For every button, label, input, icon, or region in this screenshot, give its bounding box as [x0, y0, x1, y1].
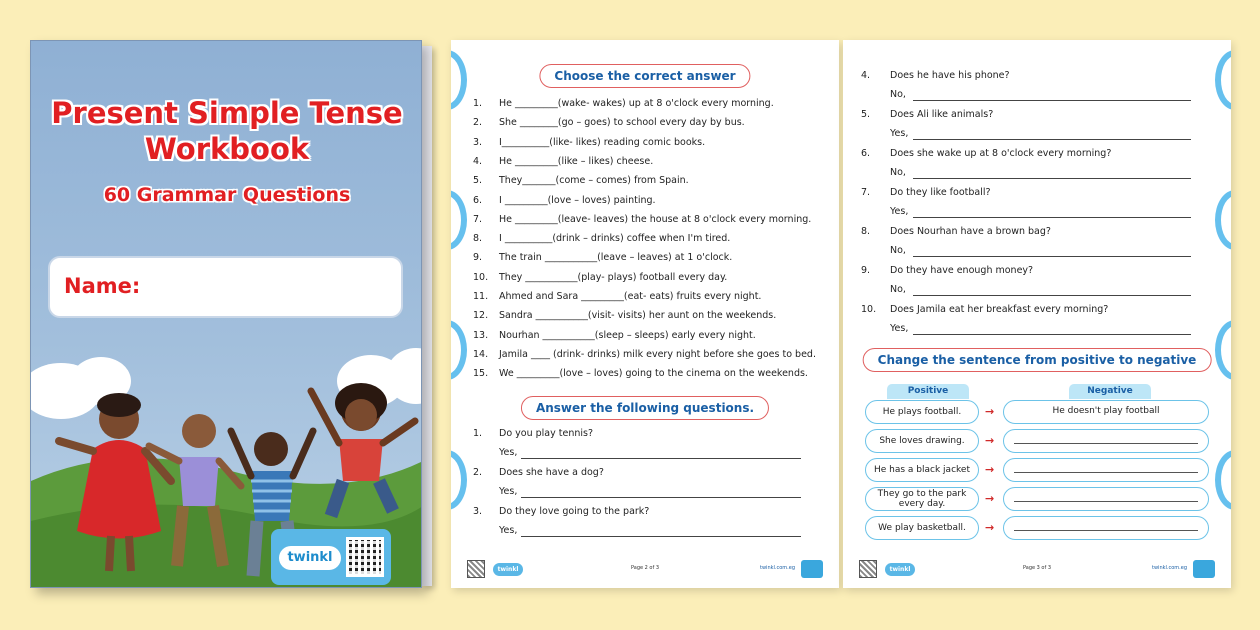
footer-site: twinkl.com.eg [1152, 565, 1187, 571]
answer-line[interactable] [913, 256, 1191, 257]
answer-prefix: Yes, [499, 486, 518, 497]
question-text: Do you play tennis? [499, 428, 593, 439]
question-text: He _________(leave- leaves) the house at 8 o'clock every morning. [499, 213, 812, 225]
question-text: He _________(like – likes) cheese. [499, 155, 654, 167]
footer-qr-icon [467, 560, 485, 578]
ring-icon [1215, 190, 1231, 250]
arrow-right-icon: → [985, 434, 995, 447]
item-number: 5. [473, 175, 483, 187]
question-text: Sandra ___________(visit- visits) her aunt on the weekends. [499, 310, 777, 322]
name-field[interactable] [48, 256, 403, 318]
ring-icon [1215, 50, 1231, 110]
negative-answer-box[interactable] [1003, 429, 1209, 453]
workbook-cover [30, 40, 422, 588]
answer-line[interactable] [1014, 501, 1198, 502]
question-text: The train ___________(leave – leaves) at 1 o'clock. [499, 252, 733, 264]
question-text: Does he have his phone? [890, 70, 1010, 81]
column-header-negative: Negative [1069, 384, 1151, 399]
item-number: 4. [473, 155, 483, 167]
answer-line[interactable] [1014, 530, 1198, 531]
page-footer [859, 560, 1215, 580]
ring-icon [451, 190, 467, 250]
item-number: 7. [861, 187, 871, 198]
cover-title-line1: Present Simple Tense [51, 96, 403, 130]
arrow-right-icon: → [985, 492, 995, 505]
item-number: 9. [861, 265, 871, 276]
cover-title-line2: Workbook [144, 132, 310, 166]
worksheet-page-2 [451, 40, 839, 588]
cover-subtitle: 60 Grammar Questions [103, 184, 351, 206]
item-number: 14. [473, 348, 489, 360]
question-text: He _________(wake- wakes) up at 8 o'clock every morning. [499, 98, 774, 109]
positive-sentence: She loves drawing. [865, 429, 979, 453]
section-heading-change: Change the sentence from positive to negative [863, 348, 1212, 372]
positive-sentence: We play basketball. [865, 516, 979, 540]
item-number: 10. [861, 304, 877, 315]
question-text: Do they have enough money? [890, 265, 1034, 276]
item-number: 2. [473, 117, 483, 129]
question-text: Do they like football? [890, 187, 991, 198]
item-number: 1. [473, 428, 483, 439]
question-text: Does she wake up at 8 o'clock every morning? [890, 148, 1112, 159]
footer-site: twinkl.com.eg [760, 565, 795, 571]
question-text: They_______(come – comes) from Spain. [499, 175, 689, 187]
item-number: 12. [473, 310, 489, 322]
negative-answer-box[interactable]: He doesn't play football [1003, 400, 1209, 424]
page-footer [467, 560, 823, 580]
answer-prefix: Yes, [499, 525, 518, 536]
answer-prefix: Yes, [890, 323, 909, 334]
positive-sentence: He has a black jacket [865, 458, 979, 482]
cover-title [31, 95, 422, 167]
answer-line[interactable] [913, 334, 1191, 335]
book-spine [422, 46, 432, 586]
answer-line[interactable] [521, 497, 801, 498]
name-label: Name: [64, 274, 141, 298]
item-number: 6. [473, 194, 483, 206]
footer-page-number: Page 2 of 3 [630, 565, 660, 571]
ring-icon [1215, 450, 1231, 510]
question-text: I__________(like- likes) reading comic books. [499, 136, 706, 148]
question-text: They ___________(play- plays) football every day. [499, 271, 728, 283]
answer-line[interactable] [1014, 443, 1198, 444]
question-text: I __________(drink – drinks) coffee when I'm tired. [499, 233, 731, 245]
question-text: Nourhan ___________(sleep – sleeps) early every night. [499, 329, 756, 341]
item-number: 5. [861, 109, 871, 120]
answer-prefix: No, [890, 89, 906, 100]
question-text: Does she have a dog? [499, 467, 604, 478]
footer-badge-icon [1193, 560, 1215, 578]
item-number: 8. [861, 226, 871, 237]
question-text: Does Nourhan have a brown bag? [890, 226, 1051, 237]
ring-icon [1215, 320, 1231, 380]
item-number: 15. [473, 368, 489, 380]
question-text: We _________(love – loves) going to the cinema on the weekends. [499, 368, 808, 380]
question-text: Ahmed and Sara _________(eat- eats) fruits every night. [499, 291, 762, 302]
answer-prefix: No, [890, 284, 906, 295]
item-number: 1. [473, 98, 483, 109]
ring-icon [451, 450, 467, 510]
item-number: 7. [473, 213, 483, 225]
answer-prefix: Yes, [499, 447, 518, 458]
section-heading-answer: Answer the following questions. [521, 396, 769, 420]
arrow-right-icon: → [985, 521, 995, 534]
question-text: Jamila ____ (drink- drinks) milk every night before she goes to bed. [499, 348, 816, 360]
answer-line[interactable] [913, 139, 1191, 140]
footer-logo: twinkl [493, 563, 523, 576]
arrow-right-icon: → [985, 405, 995, 418]
footer-page-number: Page 3 of 3 [1022, 565, 1052, 571]
positive-sentence: He plays football. [865, 400, 979, 424]
answer-line[interactable] [521, 458, 801, 459]
footer-badge-icon [801, 560, 823, 578]
item-number: 8. [473, 233, 483, 245]
footer-logo: twinkl [885, 563, 915, 576]
item-number: 6. [861, 148, 871, 159]
answer-line[interactable] [521, 536, 801, 537]
item-number: 9. [473, 252, 483, 264]
answer-line[interactable] [913, 217, 1191, 218]
item-number: 11. [473, 291, 489, 302]
item-number: 3. [473, 506, 483, 517]
section-heading-choose: Choose the correct answer [539, 64, 750, 88]
question-text: I _________(love – loves) painting. [499, 194, 656, 206]
item-number: 3. [473, 136, 483, 148]
negative-answer-box[interactable] [1003, 516, 1209, 540]
question-text: Do they love going to the park? [499, 506, 650, 517]
negative-answer-box[interactable] [1003, 487, 1209, 511]
item-number: 10. [473, 271, 489, 283]
worksheet-page-3 [843, 40, 1231, 588]
answer-line[interactable] [913, 295, 1191, 296]
answer-line[interactable] [1014, 472, 1198, 473]
item-number: 13. [473, 329, 489, 341]
answer-prefix: No, [890, 245, 906, 256]
negative-answer-box[interactable] [1003, 458, 1209, 482]
answer-prefix: Yes, [890, 128, 909, 139]
answer-prefix: No, [890, 167, 906, 178]
footer-qr-icon [859, 560, 877, 578]
question-text: Does Ali like animals? [890, 109, 994, 120]
qr-code-icon[interactable] [346, 537, 384, 577]
answer-line[interactable] [913, 100, 1191, 101]
ring-icon [451, 50, 467, 110]
arrow-right-icon: → [985, 463, 995, 476]
item-number: 4. [861, 70, 871, 81]
item-number: 2. [473, 467, 483, 478]
answer-line[interactable] [913, 178, 1191, 179]
positive-sentence: They go to the park every day. [865, 487, 979, 511]
ring-icon [451, 320, 467, 380]
question-text: Does Jamila eat her breakfast every morning? [890, 304, 1109, 315]
twinkl-logo: twinkl [279, 546, 341, 570]
column-header-positive: Positive [887, 384, 969, 399]
twinkl-badge [271, 529, 391, 585]
question-text: She ________(go – goes) to school every day by bus. [499, 117, 745, 129]
answer-prefix: Yes, [890, 206, 909, 217]
